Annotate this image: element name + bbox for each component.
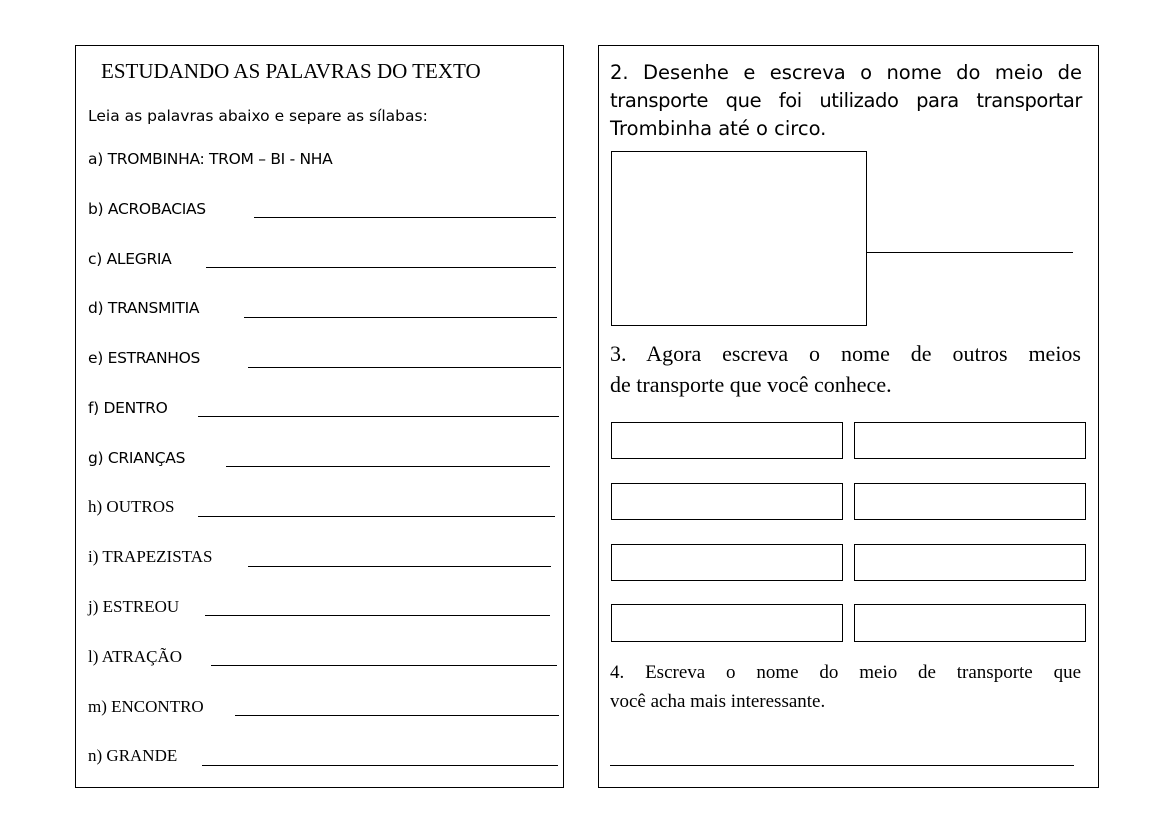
word-item-n: n) GRANDE (88, 746, 178, 765)
word-item-c: c) ALEGRIA (88, 250, 172, 268)
answer-line-f[interactable] (198, 416, 559, 417)
answer-line-h[interactable] (198, 516, 555, 517)
answer-box-7[interactable] (611, 604, 843, 642)
word-item-e: e) ESTRANHOS (88, 349, 201, 367)
question-3-line-1: 3. Agora escreva o nome de outros meios (610, 341, 1081, 366)
answer-line-n[interactable] (202, 765, 558, 766)
question-2-line-2: transporte que foi utilizado para transportar (610, 89, 1082, 112)
word-item-l: l) ATRAÇÃO (88, 647, 182, 666)
answer-box-2[interactable] (854, 422, 1086, 459)
answer-line-g[interactable] (226, 466, 550, 467)
answer-box-8[interactable] (854, 604, 1086, 642)
answer-line-l[interactable] (211, 665, 557, 666)
instruction-text: Leia as palavras abaixo e separe as sílabas: (88, 107, 428, 125)
question-2-line-3: Trombinha até o circo. (610, 117, 827, 140)
answer-box-1[interactable] (611, 422, 843, 459)
drawing-box[interactable] (611, 151, 867, 326)
question-2-line-1: 2. Desenhe e escreva o nome do meio de (610, 61, 1082, 84)
question-4-line-2: você acha mais interessante. (610, 691, 826, 712)
transport-name-line[interactable] (867, 252, 1073, 253)
favorite-transport-line[interactable] (610, 765, 1074, 766)
word-item-d: d) TRANSMITIA (88, 299, 200, 317)
answer-line-i[interactable] (248, 566, 551, 567)
question-4-line-1: 4. Escreva o nome do meio de transporte que (610, 662, 1081, 683)
word-item-i: i) TRAPEZISTAS (88, 547, 213, 566)
word-item-g: g) CRIANÇAS (88, 449, 186, 467)
word-item-b: b) ACROBACIAS (88, 200, 206, 218)
answer-line-e[interactable] (248, 367, 561, 368)
word-item-m: m) ENCONTRO (88, 697, 204, 716)
answer-box-3[interactable] (611, 483, 843, 520)
word-item-a: a) TROMBINHA: TROM – BI - NHA (88, 150, 333, 168)
word-item-h: h) OUTROS (88, 497, 175, 516)
answer-line-c[interactable] (206, 267, 556, 268)
word-item-j: j) ESTREOU (88, 597, 180, 616)
answer-line-d[interactable] (244, 317, 557, 318)
question-3-line-2: de transporte que você conhece. (610, 372, 892, 397)
word-item-f: f) DENTRO (88, 399, 168, 417)
answer-box-4[interactable] (854, 483, 1086, 520)
answer-line-b[interactable] (254, 217, 556, 218)
worksheet-title: ESTUDANDO AS PALAVRAS DO TEXTO (101, 59, 481, 83)
answer-box-5[interactable] (611, 544, 843, 581)
answer-line-m[interactable] (235, 715, 559, 716)
answer-line-j[interactable] (205, 615, 550, 616)
answer-box-6[interactable] (854, 544, 1086, 581)
